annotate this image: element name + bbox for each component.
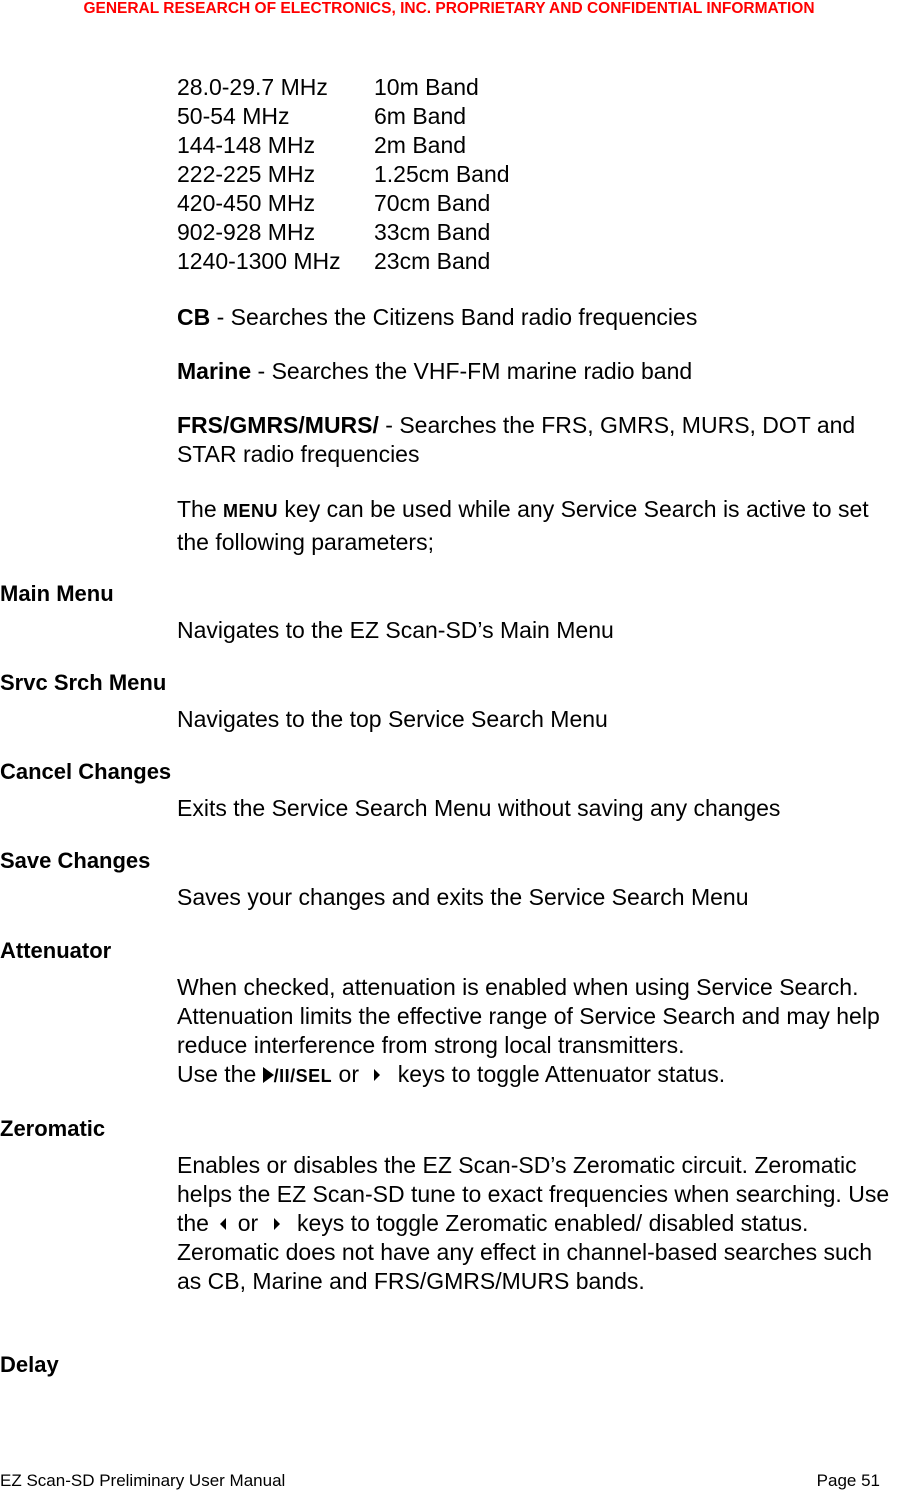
page-number: Page 51 [816, 1471, 880, 1490]
main-menu-heading: Main Menu [0, 581, 114, 606]
band-name: 6m Band [374, 103, 467, 129]
band-name: 2m Band [374, 132, 467, 158]
band-frequency: 420-450 MHz [177, 190, 316, 216]
menu-key-label: MENU [223, 501, 279, 521]
cancel-changes-heading: Cancel Changes [0, 759, 172, 784]
attenuator-or: or [332, 1061, 366, 1087]
confidential-banner: GENERAL RESEARCH OF ELECTRONICS, INC. PROPRIETARY AND CONFIDENTIAL INFORMATION [83, 0, 815, 17]
left-arrow-icon [215, 1217, 231, 1231]
srvc-srch-menu-heading: Srvc Srch Menu [0, 670, 167, 695]
band-frequency: 144-148 MHz [177, 132, 316, 158]
right-arrow-icon [365, 1068, 391, 1082]
band-frequency: 28.0-29.7 MHz [177, 74, 328, 100]
cancel-changes-description: Exits the Service Search Menu without saving any changes [177, 795, 781, 821]
marine-description [177, 357, 898, 386]
zeromatic-description [177, 1151, 898, 1296]
band-frequency: 1240-1300 MHz [177, 248, 341, 274]
band-name: 33cm Band [374, 219, 491, 245]
band-row [177, 218, 510, 247]
main-menu-description: Navigates to the EZ Scan-SD’s Main Menu [177, 617, 614, 643]
delay-heading: Delay [0, 1352, 59, 1377]
frs-text: - Searches the FRS, GMRS, MURS, DOT and STAR radio frequencies [177, 412, 856, 467]
band-row [177, 189, 510, 218]
right-arrow-icon [265, 1217, 291, 1231]
band-name: 10m Band [374, 74, 479, 100]
attenuator-description [177, 973, 898, 1091]
band-name: 23cm Band [374, 248, 491, 274]
marine-term: Marine [177, 358, 252, 384]
band-row [177, 131, 510, 160]
zeromatic-text-2: keys to toggle Zeromatic enabled/ disabled status. Zeromatic does not have any effect in channel-based searches such as CB, Marine and FRS/GMRS/MURS bands. [177, 1210, 873, 1294]
menu-key-note [177, 494, 898, 558]
zeromatic-or: or [231, 1210, 265, 1236]
cb-term: CB [177, 304, 211, 330]
zeromatic-heading: Zeromatic [0, 1116, 106, 1141]
play-icon [263, 1067, 274, 1083]
band-row [177, 160, 510, 189]
frs-term: FRS/GMRS/MURS/ [177, 412, 379, 438]
attenuator-tail: keys to toggle Attenuator status. [391, 1061, 726, 1087]
band-name: 70cm Band [374, 190, 491, 216]
band-frequency: 902-928 MHz [177, 219, 316, 245]
play-pause-select-key-label: /II/SEL [273, 1066, 333, 1086]
band-frequency: 222-225 MHz [177, 161, 316, 187]
attenuator-text: When checked, attenuation is enabled when using Service Search. Attenuation limits the effective range of Service Search and may help reduce interference from strong local transmitters. [177, 974, 880, 1058]
menu-note-pre: The [177, 496, 224, 522]
band-row [177, 102, 510, 131]
cb-text: - Searches the Citizens Band radio frequencies [210, 304, 698, 330]
srvc-srch-menu-description: Navigates to the top Service Search Menu [177, 706, 608, 732]
attenuator-heading: Attenuator [0, 938, 112, 963]
manual-title-footer: EZ Scan-SD Preliminary User Manual [0, 1471, 286, 1490]
menu-note-post: key can be used while any Service Search is active to set the following parameters; [177, 496, 869, 555]
save-changes-heading: Save Changes [0, 848, 151, 873]
band-frequency: 50-54 MHz [177, 103, 290, 129]
band-name: 1.25cm Band [374, 161, 510, 187]
frs-description [177, 411, 898, 469]
band-list [177, 73, 510, 276]
attenuator-use-the: Use the [177, 1061, 263, 1087]
band-row [177, 73, 510, 102]
band-row [177, 247, 510, 276]
cb-description [177, 303, 898, 332]
marine-text: - Searches the VHF-FM marine radio band [251, 358, 693, 384]
zeromatic-text-1: Enables or disables the EZ Scan-SD’s Zeromatic circuit. Zeromatic helps the EZ Scan-SD tune to exact frequencies when searching. Use the [177, 1152, 890, 1236]
save-changes-description: Saves your changes and exits the Service Search Menu [177, 884, 749, 910]
